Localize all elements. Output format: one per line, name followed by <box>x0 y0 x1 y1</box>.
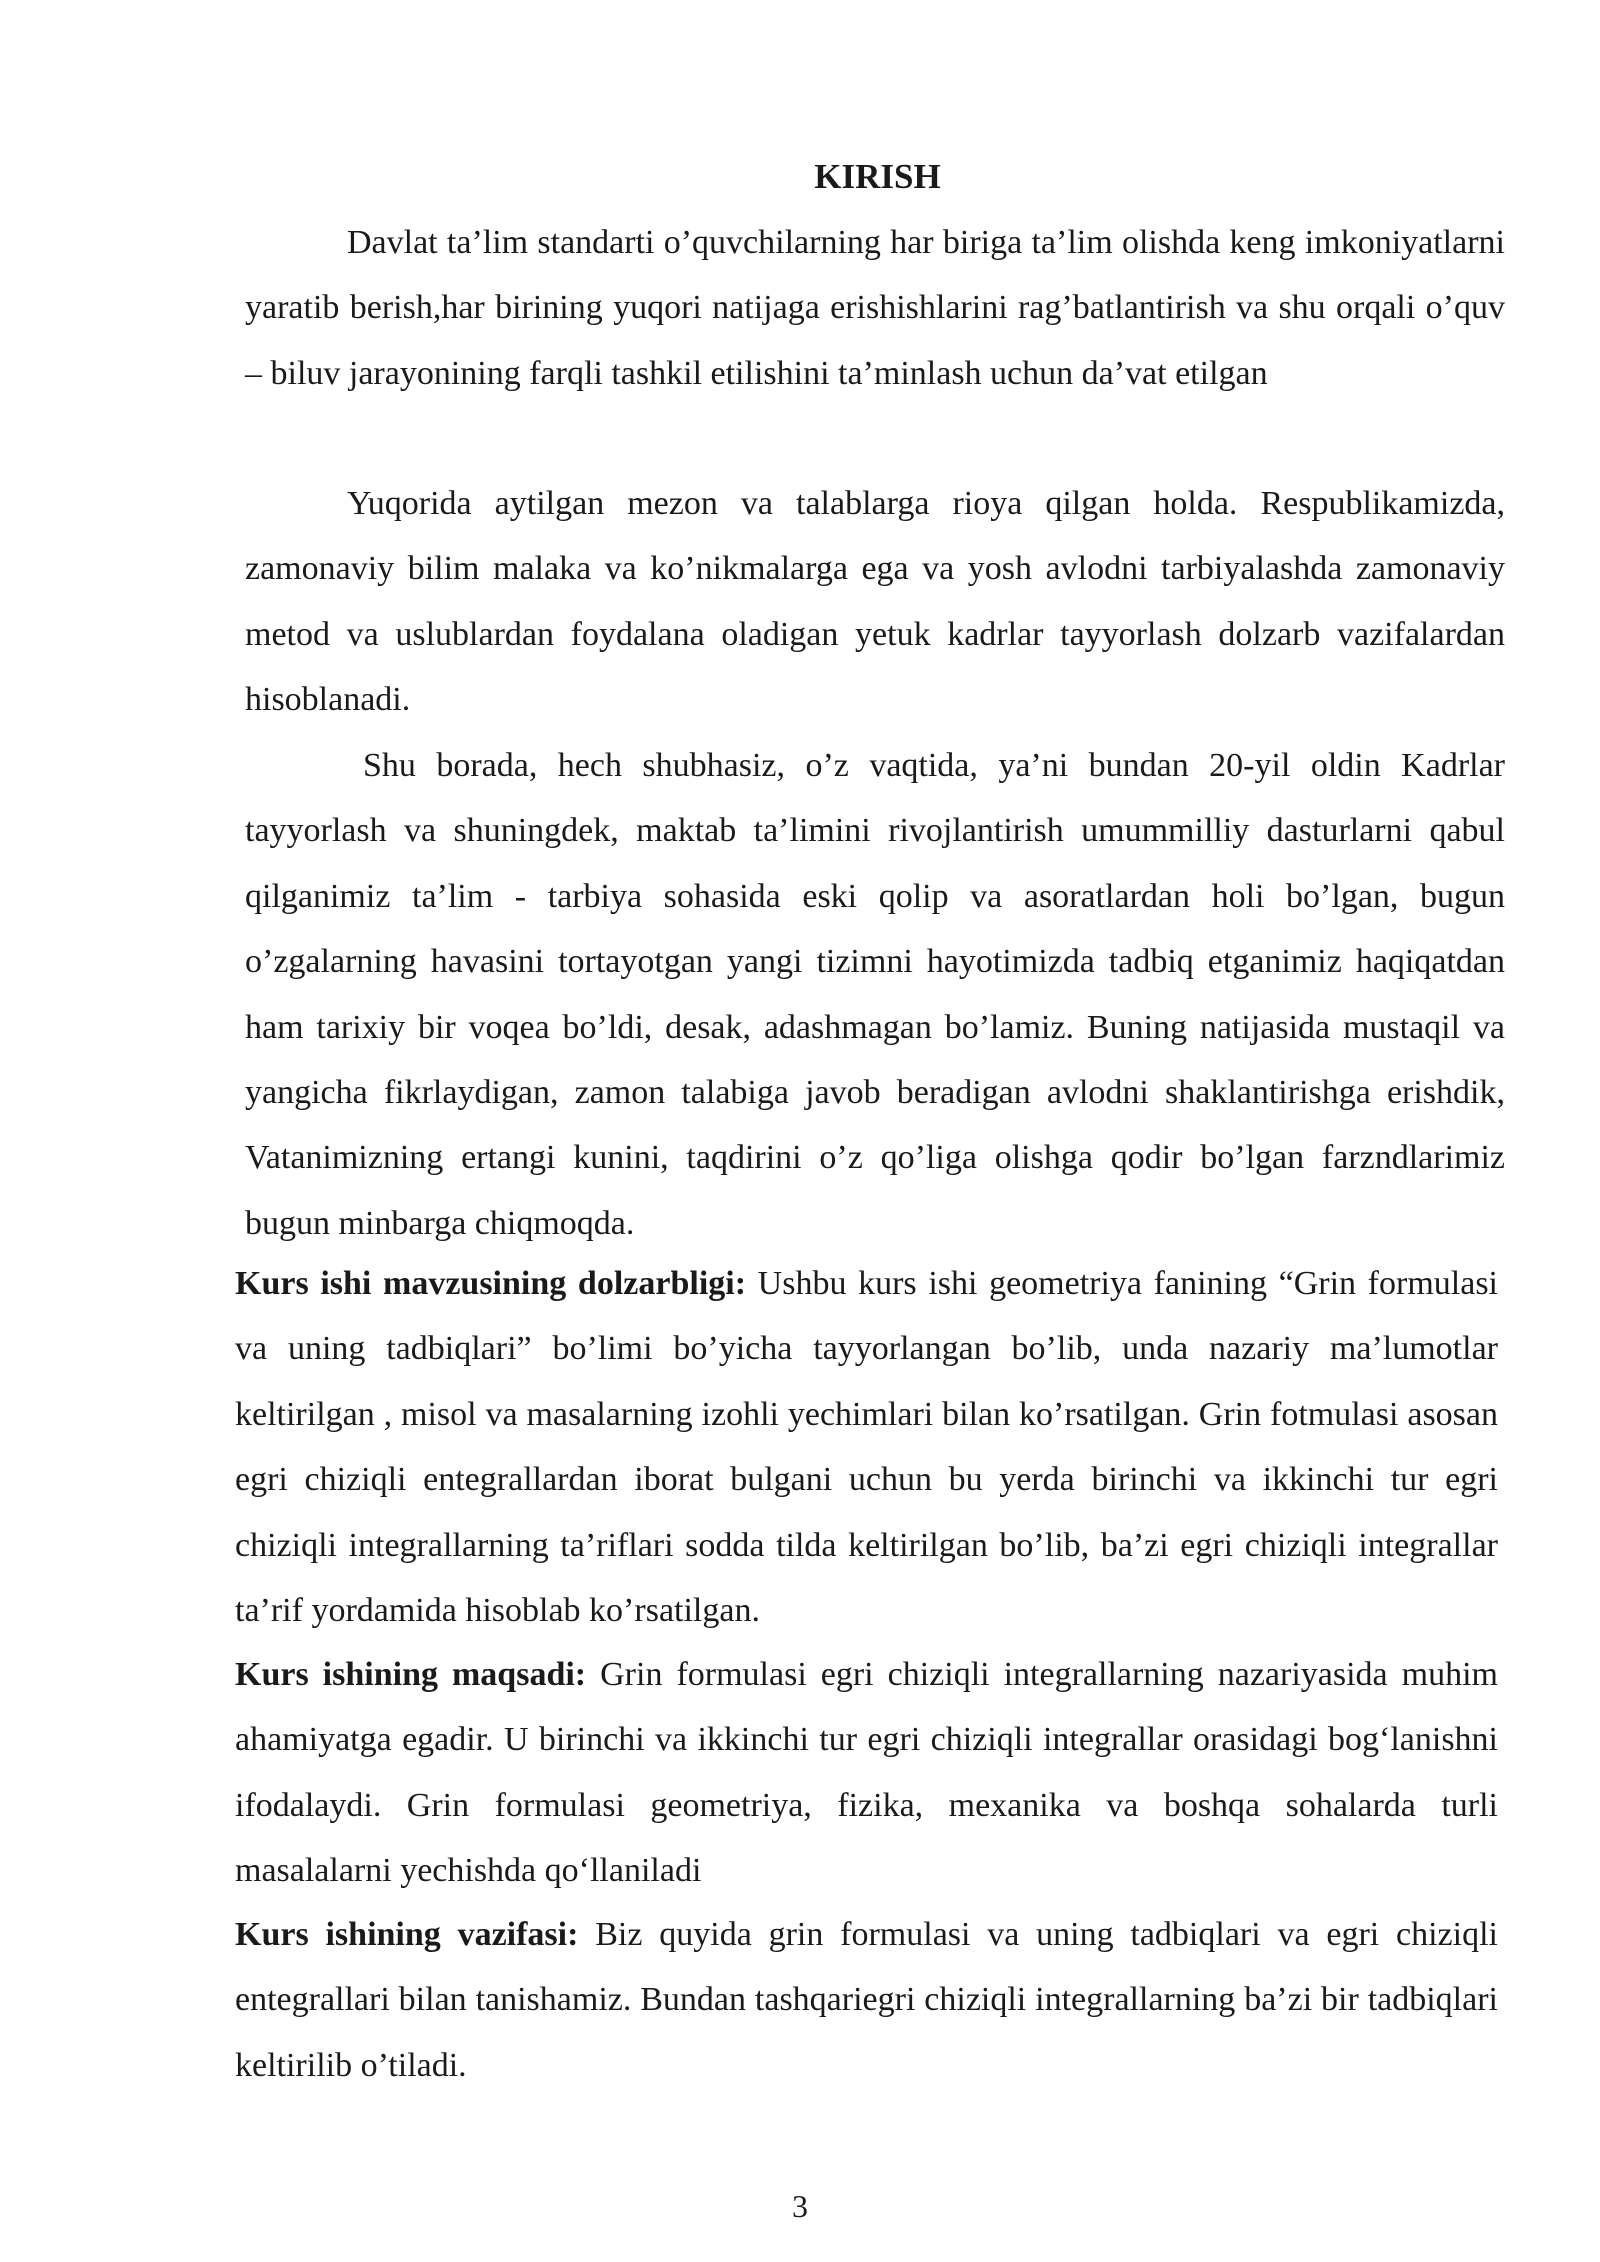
section-tasks <box>235 1902 1498 2098</box>
section-tasks-label: Kurs ishining vazifasi: <box>235 1916 579 1953</box>
section-goal-text: Grin formulasi egri chiziqli integrallarning nazariyasida muhim ahamiyatga egadir. U birinchi va ikkinchi tur egri chiziqli integrallar orasidagi bog‘lanishni ifodalaydi. Grin formulasi geometriya, fizika, mexanika va boshqa sohalarda turli masalalarni yechishda qo‘llaniladi <box>235 1656 1498 1890</box>
section-relevance-text: Ushbu kurs ishi geometriya fanining “Grin formulasi va uning tadbiqlari” bo’limi bo’yicha tayyorlangan bo’lib, unda nazariy ma’lumotlar keltirilgan , misol va masalarning izohli yechimlari bilan ko’rsatilgan. Grin fotmulasi asosan egri chiziqli entegrallardan iborat bulgani uchun bu yerda birinchi va ikkinchi tur egri chiziqli integrallarning ta’riflari sodda tilda keltirilgan bo’lib, ba’zi egri chiziqli integrallar ta’rif yordamida hisoblab ko’rsatilgan. <box>235 1265 1498 1630</box>
section-relevance-label: Kurs ishi mavzusining dolzarbligi: <box>235 1265 747 1302</box>
section-relevance <box>235 1251 1498 1643</box>
page-number: 3 <box>792 2188 808 2224</box>
section-goal <box>235 1642 1498 1904</box>
intro-paragraph-2: Yuqorida aytilgan mezon va talablarga rioya qilgan holda. Respublikamizda, zamonaviy bilim malaka va ko’nikmalarga ega va yosh avlodni tarbiyalashda zamonaviy metod va uslublardan foydalana oladigan yetuk kadrlar tayyorlash dolzarb vazifalardan hisoblanadi. <box>245 485 1505 719</box>
section-goal-label: Kurs ishining maqsadi: <box>235 1656 587 1693</box>
section-tasks-text: Biz quyida grin formulasi va uning tadbiqlari va egri chiziqli entegrallari bilan tanishamiz. Bundan tashqariegri chiziqli integrallarning ba’zi bir tadbiqlari keltirilib o’tiladi. <box>235 1916 1498 2084</box>
intro-paragraph-3: Shu borada, hech shubhasiz, o’z vaqtida, ya’ni bundan 20-yil oldin Kadrlar tayyorlash va shuningdek, maktab ta’limini rivojlantirish umummilliy dasturlarni qabul qilganimiz ta’lim - tarbiya sohasida eski qolip va asoratlardan holi bo’lgan, bugun o’zgalarning havasini tortayotgan yangi tizimni hayotimizda tadbiq etganimiz haqiqatdan ham tarixiy bir voqea bo’ldi, desak, adashmagan bo’lamiz. Buning natijasida mustaqil va yangicha fikrlaydigan, zamon talabiga javob beradigan avlodni shaklantirishga erishdik, Vatanimizning ertangi kunini, taqdirini o’z qo’liga olishga qodir bo’lgan farzndlarimiz bugun minbarga chiqmoqda. <box>245 747 1505 1242</box>
page-title: KIRISH <box>814 157 941 196</box>
intro-paragraph-1: Davlat ta’lim standarti o’quvchilarning har biriga ta’lim olishda keng imkoniyatlarni yaratib berish,har birining yuqori natijaga erishishlarini rag’batlantirish va shu orqali o’quv – biluv jarayonining farqli tashkil etilishini ta’minlash uchun da’vat etilgan <box>245 224 1505 392</box>
